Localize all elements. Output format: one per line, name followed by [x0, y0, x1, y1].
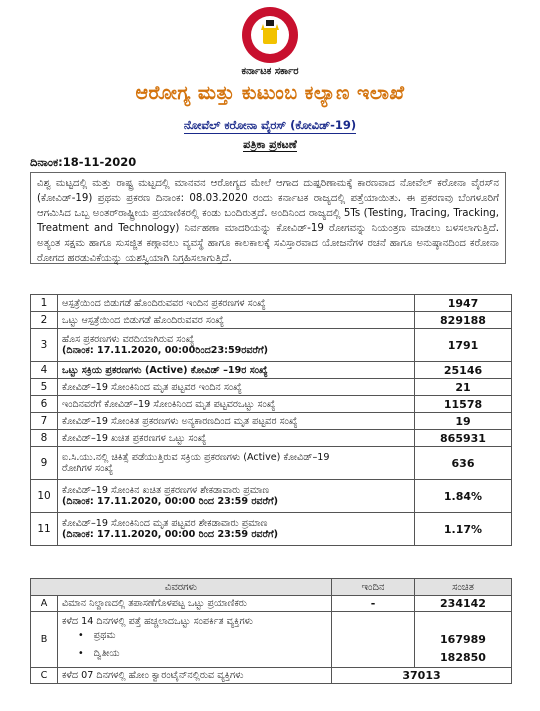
- table-row: [31, 612, 512, 668]
- row-value: 1947: [415, 295, 512, 312]
- row-label: ಹೊಸ ಪ್ರಕರಣಗಳು ವರದಿಯಾಗಿರುವ ಸಂಖ್ಯೆ: [62, 334, 195, 345]
- table-row: [31, 447, 512, 480]
- row-label: ಕೋವಿಡ್–19 ಸೋಂಕಿನ ಖಚಿತ ಪ್ರಕರಣಗಳ ಶೇಕಡಾವಾರು ಪ್ರಮಾಣ: [62, 485, 270, 496]
- table-row: [31, 596, 512, 612]
- row-value: 829188: [415, 312, 512, 329]
- row-value: 1.17%: [415, 513, 512, 546]
- row-number: 10: [31, 480, 58, 513]
- today-header: ಇಂದಿನ: [332, 579, 415, 596]
- primary-contacts-count: 167989: [440, 633, 486, 646]
- topic-title: [0, 118, 540, 133]
- table-row: [31, 379, 512, 396]
- row-label-cell: [58, 612, 332, 668]
- row-label: ಕೋವಿಡ್–19 ಸೋಂಕಿನಿಂದ ಮೃತ ಪಟ್ಟವರ ಇಂದಿನ ಸಂಖ್ಯೆ: [58, 379, 415, 396]
- row-label: ಕಳೆದ 14 ದಿನಗಳಲ್ಲಿ ಪತ್ತೆ ಹಚ್ಚಲಾದಒಟ್ಟು ಸಂಪರ್ಕಿತ ವ್ಯಕ್ತಿಗಳು: [62, 616, 253, 627]
- row-label: ಕೋವಿಡ್–19 ಸೋಂಕಿತ ಪ್ರಕರಣಗಳು ಅನ್ಯಕಾರಣದಿಂದ ಮೃತ ಪಟ್ಟವರ ಸಂಖ್ಯೆ: [58, 413, 415, 430]
- release-date: ದಿನಾಂಕ:18-11-2020: [30, 155, 137, 169]
- table-row: [31, 312, 512, 329]
- row-sublabel: (ದಿನಾಂಕ: 17.11.2020, 00:00 ರಿಂದ 23:59 ರವರೆಗೆ): [62, 529, 278, 540]
- row-label-cell: [58, 480, 415, 513]
- table-header-row: [31, 579, 512, 596]
- row-value: 865931: [415, 430, 512, 447]
- row-number: 2: [31, 312, 58, 329]
- intro-paragraph: ವಿಶ್ವ ಮಟ್ಟದಲ್ಲಿ ಮತ್ತು ರಾಷ್ಟ್ರ ಮಟ್ಟದಲ್ಲಿ ಮಾನವನ ಆರೋಗ್ಯದ ಮೇಲೆ ಆಗಾದ ದುಷ್ಪರಿಣಾಮಕ್ಕೆ ಕಾರಣವಾದ ನೋವೆಲ್ ಕರೋನಾ ವೈರಸ್‌ನ (ಕೋವಿಡ್-19) ಪ್ರಥಮ ಪ್ರಕರಣ ದಿನಾಂಕ: 08.03.2020 ರಂದು ಕರ್ನಾಟಕ ರಾಜ್ಯದಲ್ಲಿ ಪತ್ತೆಯಾಯಿತು. ಈ ಪ್ರಕರಣವು ಬೆಂಗಳೂರಿಗೆ ಆಗಮಿಸಿದ ಒಬ್ಬ ಅಂತರ್‌ರಾಷ್ಟ್ರೀಯ ಪ್ರಯಾಣಿಕರಲ್ಲಿ ಕಂಡು ಬಂದಿರುತ್ತದೆ. ಅಂದಿನಿಂದ ರಾಜ್ಯದಲ್ಲಿ 5Ts (Testing, Tracing, Tracking, Treatment and Technology) ನಿರ್ವಹಣಾ ಮಾದರಿಯನ್ನು ಕೋವಿಡ್-19 ರೋಗವನ್ನು ನಿಯಂತ್ರಣ ಮಾಡಲು ಬಳಸಲಾಗುತ್ತಿದೆ. ಅತ್ಯಂತ ಸಕ್ಷಮ ಹಾಗೂ ಸುಸಜ್ಜಿತ ಕಣ್ಗಾವಲು ವ್ಯವಸ್ಥೆ ಹಾಗೂ ಕಾಲಕಾಲಕ್ಕೆ ಸವಿಸ್ತಾರವಾದ ಯೋಜನೆಗಳ ರಚನೆ ಹಾಗೂ ಅನುಷ್ಠಾನದಿಂದ ಕರೋನಾ ರೋಗದ ಹರಡುವಿಕೆಯನ್ನು ಯಶಸ್ವಿಯಾಗಿ ನಿಗ್ರಹಿಸಲಾಗುತ್ತಿದೆ.: [30, 172, 506, 264]
- empty-cell: [332, 612, 415, 668]
- statistics-table: [30, 294, 512, 546]
- press-release-text: ಪತ್ರಿಕಾ ಪ್ರಕಟಣೆ: [243, 138, 297, 151]
- table-row: [31, 396, 512, 413]
- row-number: 9: [31, 447, 58, 480]
- table-row: [31, 413, 512, 430]
- row-number: 3: [31, 329, 58, 362]
- row-today-value: -: [332, 596, 415, 612]
- row-number: 5: [31, 379, 58, 396]
- karnataka-emblem-icon: [241, 6, 299, 64]
- table-row: [31, 430, 512, 447]
- row-label-cell: [58, 447, 415, 480]
- table-row: [31, 668, 512, 684]
- row-number: 7: [31, 413, 58, 430]
- row-count-value: 234142: [415, 596, 512, 612]
- row-count-value: 37013: [332, 668, 512, 684]
- row-value: 11578: [415, 396, 512, 413]
- row-label: ಕೋವಿಡ್–19 ಸೋಂಕಿನಿಂದ ಮೃತ ಪಟ್ಟವರ ಶೇಕಡಾವಾರು ಪ್ರಮಾಣ: [62, 518, 268, 529]
- details-table: [30, 578, 512, 684]
- press-release-title: [0, 138, 540, 152]
- row-sublabel: ರೋಗಿಗಳ ಸಂಖ್ಯೆ: [62, 463, 114, 474]
- row-sublabel: (ದಿನಾಂಕ: 17.11.2020, 00:00 ರಿಂದ 23:59 ರವರೆಗೆ): [62, 496, 278, 507]
- secondary-contacts-label: • ದ್ವಿತೀಯ: [62, 645, 327, 663]
- row-number: 4: [31, 362, 58, 379]
- row-value: 21: [415, 379, 512, 396]
- row-number: 6: [31, 396, 58, 413]
- table-row: [31, 329, 512, 362]
- row-number: C: [31, 668, 58, 684]
- row-label: ಒಟ್ಟು ಆಸ್ಪತ್ರೆಯಿಂದ ಬಿಡುಗಡೆ ಹೊಂದಿರುವವರ ಸಂಖ್ಯೆ: [58, 312, 415, 329]
- row-value: 636: [415, 447, 512, 480]
- row-value: 1791: [415, 329, 512, 362]
- row-value: 25146: [415, 362, 512, 379]
- count-header: ಸಂಚಿತ: [415, 579, 512, 596]
- row-number: 11: [31, 513, 58, 546]
- row-number: 8: [31, 430, 58, 447]
- row-value: 1.84%: [415, 480, 512, 513]
- row-label-cell: [58, 329, 415, 362]
- row-value: 19: [415, 413, 512, 430]
- row-label: ಕೋವಿಡ್–19 ಖಚಿತ ಪ್ರಕರಣಗಳ ಒಟ್ಟು ಸಂಖ್ಯೆ: [58, 430, 415, 447]
- details-header: ವಿವರಗಳು: [31, 579, 332, 596]
- table-row: [31, 362, 512, 379]
- row-sublabel: (ದಿನಾಂಕ: 17.11.2020, 00:00ರಿಂದ23:59ರವರೆಗೆ): [62, 345, 268, 356]
- government-label: ಕರ್ನಾಟಕ ಸರ್ಕಾರ: [241, 66, 299, 77]
- department-title: ಆರೋಗ್ಯ ಮತ್ತು ಕುಟುಂಬ ಕಲ್ಯಾಣ ಇಲಾಖೆ: [135, 82, 405, 104]
- table-row: [31, 295, 512, 312]
- row-number: B: [31, 612, 58, 668]
- row-label: ಆಸ್ಪತ್ರೆಯಿಂದ ಬಿಡುಗಡೆ ಹೊಂದಿರುವವರ ಇಂದಿನ ಪ್ರಕರಣಗಳ ಸಂಖ್ಯೆ: [58, 295, 415, 312]
- secondary-contacts-count: 182850: [440, 651, 486, 664]
- row-label: ಒಟ್ಟು ಸಕ್ರಿಯ ಪ್ರಕರಣಗಳು (Active) ಕೋವಿಡ್ –19ರ ಸಂಖ್ಯೆ: [58, 362, 415, 379]
- table-row: [31, 513, 512, 546]
- row-label: ವಿಮಾನ ನಿಲ್ದಾಣದಲ್ಲಿ ತಪಾಸಣೆಗೊಳಪಟ್ಟ ಒಟ್ಟು ಪ್ರಯಾಣಿಕರು: [58, 596, 332, 612]
- primary-contacts-label: • ಪ್ರಥಮ: [62, 627, 327, 645]
- row-label: ಐ.ಸಿ.ಯು.ನಲ್ಲಿ ಚಿಕಿತ್ಸೆ ಪಡೆಯುತ್ತಿರುವ ಸಕ್ರಿಯ ಪ್ರಕರಣಗಳು (Active) ಕೋವಿಡ್–19: [62, 452, 330, 463]
- row-count-cell: [415, 612, 512, 668]
- row-number: 1: [31, 295, 58, 312]
- row-label: ಇಂದಿನವರೆಗೆ ಕೋವಿಡ್–19 ಸೋಂಕಿನಿಂದ ಮೃತ ಪಟ್ಟವರಒಟ್ಟು ಸಂಖ್ಯೆ: [58, 396, 415, 413]
- row-label: ಕಳೆದ 07 ದಿನಗಳಲ್ಲಿ ಹೋಂ ಕ್ವಾರಂಟೈನ್‌ನಲ್ಲಿರುವ ವ್ಯಕ್ತಿಗಳು: [58, 668, 332, 684]
- table-row: [31, 480, 512, 513]
- row-label-cell: [58, 513, 415, 546]
- topic-text: ನೋವೆಲ್ ಕರೋನಾ ವೈರಸ್ (ಕೋವಿಡ್-19): [183, 118, 357, 132]
- row-number: A: [31, 596, 58, 612]
